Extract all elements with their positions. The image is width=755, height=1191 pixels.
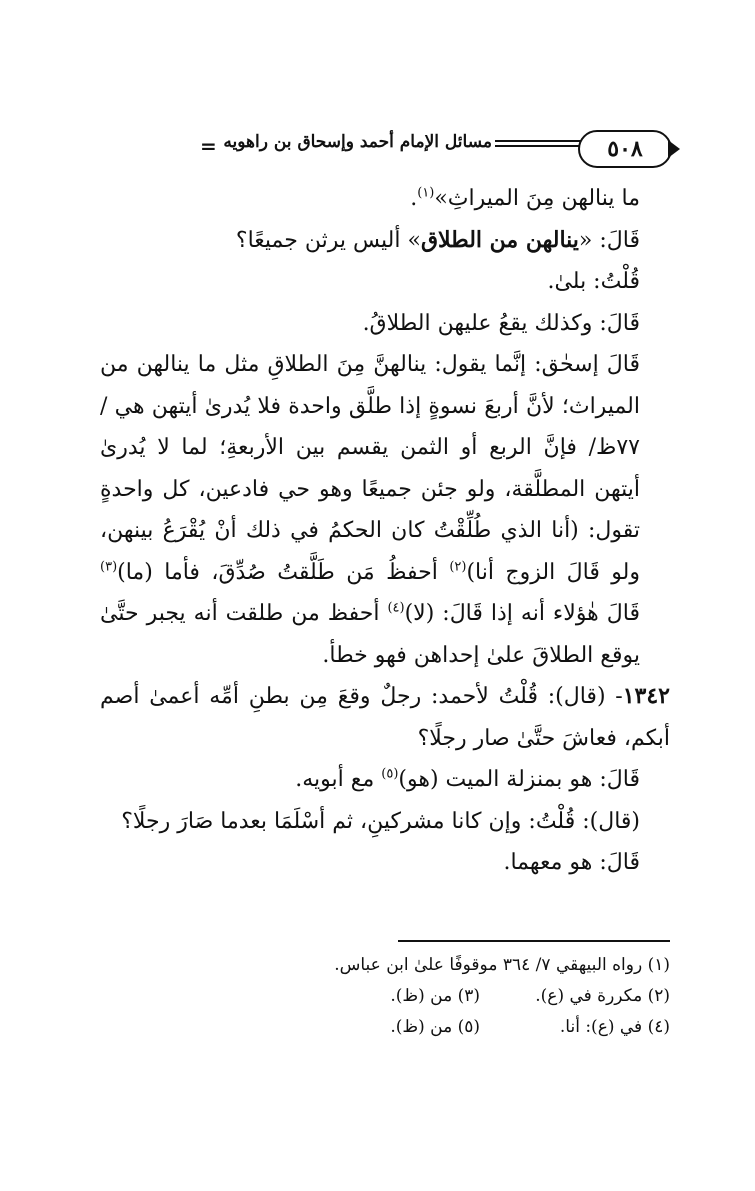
text-line: قَالَ: وكذلك يقعُ عليهن الطلاقُ. <box>362 310 640 336</box>
page-number-text: ٥٠٨ <box>607 136 643 162</box>
header-end-mark: = <box>200 134 217 158</box>
text-line: قَالَ: هو بمنزلة الميت (هو)$^{(٥)}$ مع أبويه. <box>295 766 640 792</box>
text-line: قَالَ: هو معهما. <box>503 850 640 875</box>
footnote: (٢) مكررة في (ع). <box>535 986 670 1006</box>
footnote-row <box>100 1012 670 1043</box>
numbered-question: ١٣٤٢- (قال): قُلْتُ لأحمد: رجلٌ وقعَ مِن بطنِ أمِّه أعمىٰ أصم أبكم، فعاشَ حتَّىٰ صار رجلًا؟ <box>100 683 670 751</box>
text-line: قَالَ: «ينالهن من الطلاق» أليس يرثن جميعًا؟ <box>235 226 640 253</box>
footnote-ref: (٢) <box>449 559 467 575</box>
footnote-ref: (١) <box>417 185 435 201</box>
text-line: قُلْتُ: بلىٰ. <box>547 269 640 294</box>
running-title: مسائل الإمام أحمد وإسحاق بن راهويه <box>223 132 492 152</box>
running-header <box>100 128 680 168</box>
text-line: ما ينالهن مِنَ الميراثِ»$^{(١)}$. <box>410 185 640 211</box>
footnote-separator <box>398 940 670 942</box>
footnote-ref: (٥) <box>381 766 399 782</box>
text-line: (قال): قُلْتُ: وإن كانا مشركينِ، ثم أسْلَمَا بعدما صَارَ رجلًا؟ <box>121 808 640 834</box>
footnote-ref: (٤) <box>387 600 405 616</box>
footnote: (١) رواه البيهقي ٧/ ٣٦٤ موقوفًا علىٰ ابن عباس. <box>334 955 670 975</box>
footnote-row <box>100 981 670 1012</box>
question-number: ١٣٤٢ <box>622 683 670 709</box>
main-text <box>100 178 670 884</box>
footnotes <box>100 950 670 1043</box>
footnote-ref: (٣) <box>100 559 118 575</box>
footnote: (٤) في (ع): أنا. <box>559 1017 670 1037</box>
footnote: (٥) من (ظ). <box>390 1017 480 1037</box>
footnote: (٣) من (ظ). <box>390 986 480 1006</box>
paragraph: قَالَ إسحٰق: إنَّما يقول: ينالهنَّ مِنَ الطلاقِ مثل ما ينالهن من الميراث؛ لأنَّ أربعَ نسوةٍ إذا طلَّق واحدة فلا يُدرىٰ أيتهن هي /٧٧ظ/ فإنَّ الربع أو الثمن يقسم بين الأربعةِ؛ لما لا يُدرىٰ أيتهن المطلَّقة، ولو جئن جميعًا وهو حي فادعين، كل واحدةٍ تقول: (أنا الذي طُلِّقْتُ كان الحكمُ في ذلك أنْ يُقْرَعُ بينهن، ولو قَالَ الزوج أنا)$^{(٢)}$ أحفظُ مَن طَلَّقتُ صُدِّقَ، فأما (ما)$^{(٣)}$ قَالَ هٰؤلاء أنه إذا قَالَ: (لا)$^{(٤)}$ أحفظ من طلقت أنه يجبر حتَّىٰ يوقع الطلاقَ علىٰ إحداهن فهو خطأ. <box>100 352 640 668</box>
page-number <box>578 130 672 168</box>
